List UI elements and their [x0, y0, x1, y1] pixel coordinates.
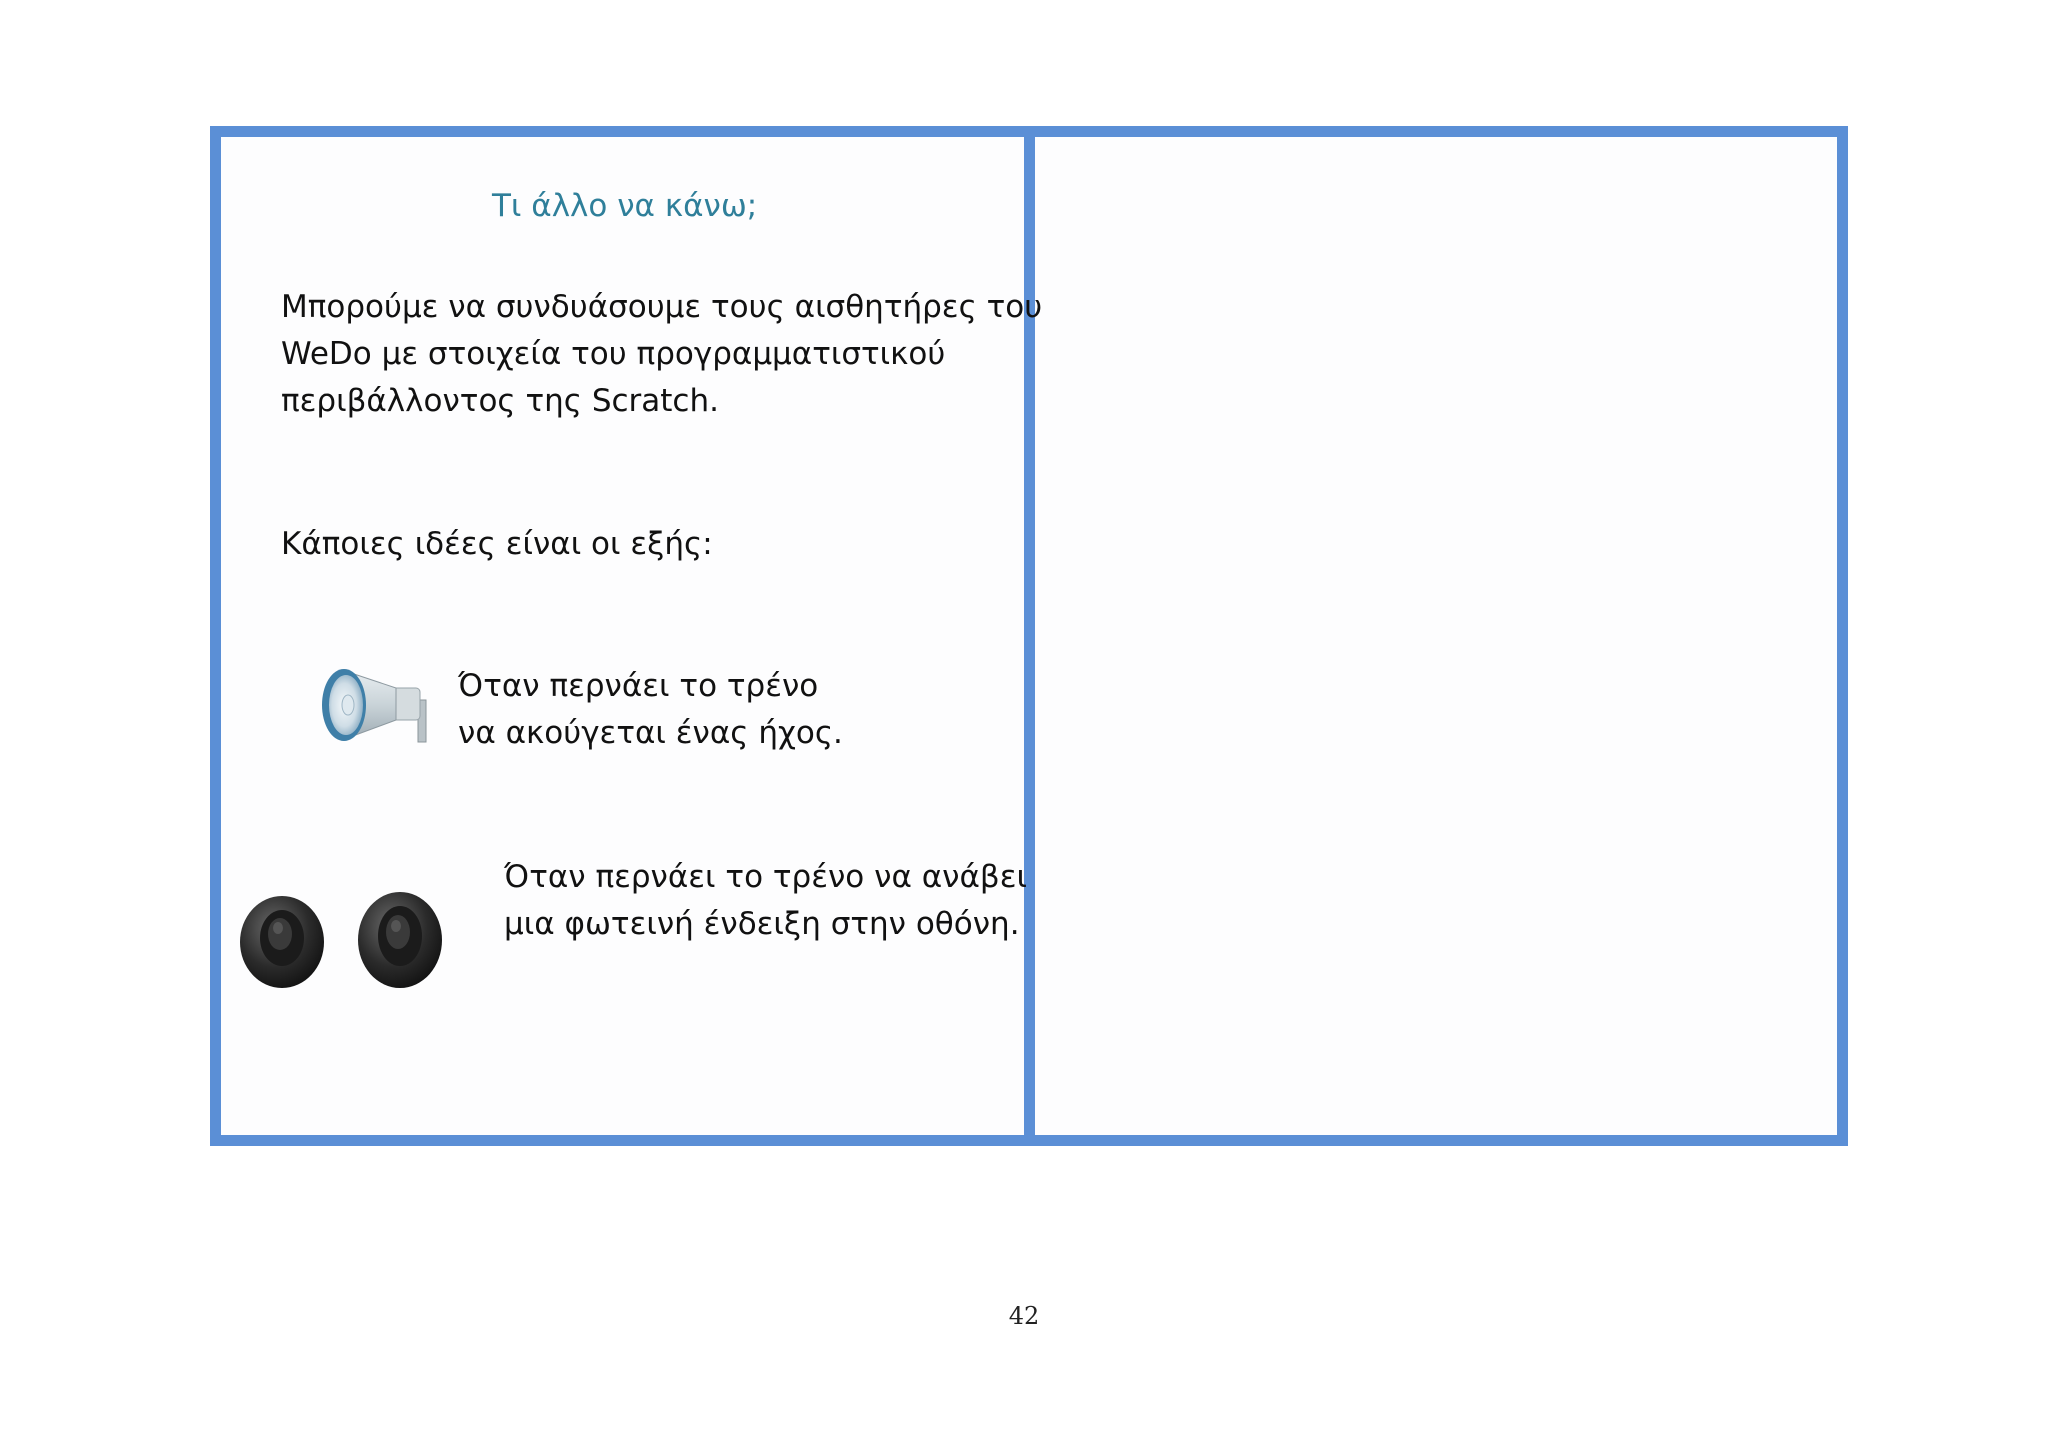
- section-heading: Τι άλλο να κάνω;: [492, 188, 758, 224]
- megaphone-icon: [318, 662, 436, 748]
- idea-sound-line: να ακούγεται ένας ήχος.: [458, 715, 843, 751]
- idea-sound-text: [458, 663, 843, 757]
- intro-line: περιβάλλοντος της Scratch.: [281, 383, 719, 419]
- idea-light-line: μια φωτεινή ένδειξη στην οθόνη.: [504, 906, 1020, 942]
- right-panel: [1035, 137, 1837, 1135]
- traffic-light-icon: [236, 890, 328, 990]
- intro-line: Μπορούμε να συνδυάσουμε τους αισθητήρες του: [281, 289, 1043, 325]
- intro-line: WeDo με στοιχεία του προγραμματιστικού: [281, 336, 946, 372]
- traffic-light-icon: [354, 886, 446, 990]
- intro-paragraph: [281, 284, 1042, 425]
- panel-divider: [1024, 126, 1035, 1146]
- idea-sound-line: Όταν περνάει το τρένο: [458, 668, 819, 704]
- idea-light-text: [504, 854, 1027, 948]
- page-number: 42: [1008, 1302, 1040, 1330]
- idea-light-line: Όταν περνάει το τρένο να ανάβει: [504, 859, 1027, 895]
- ideas-label: Κάποιες ιδέες είναι οι εξής:: [281, 526, 713, 562]
